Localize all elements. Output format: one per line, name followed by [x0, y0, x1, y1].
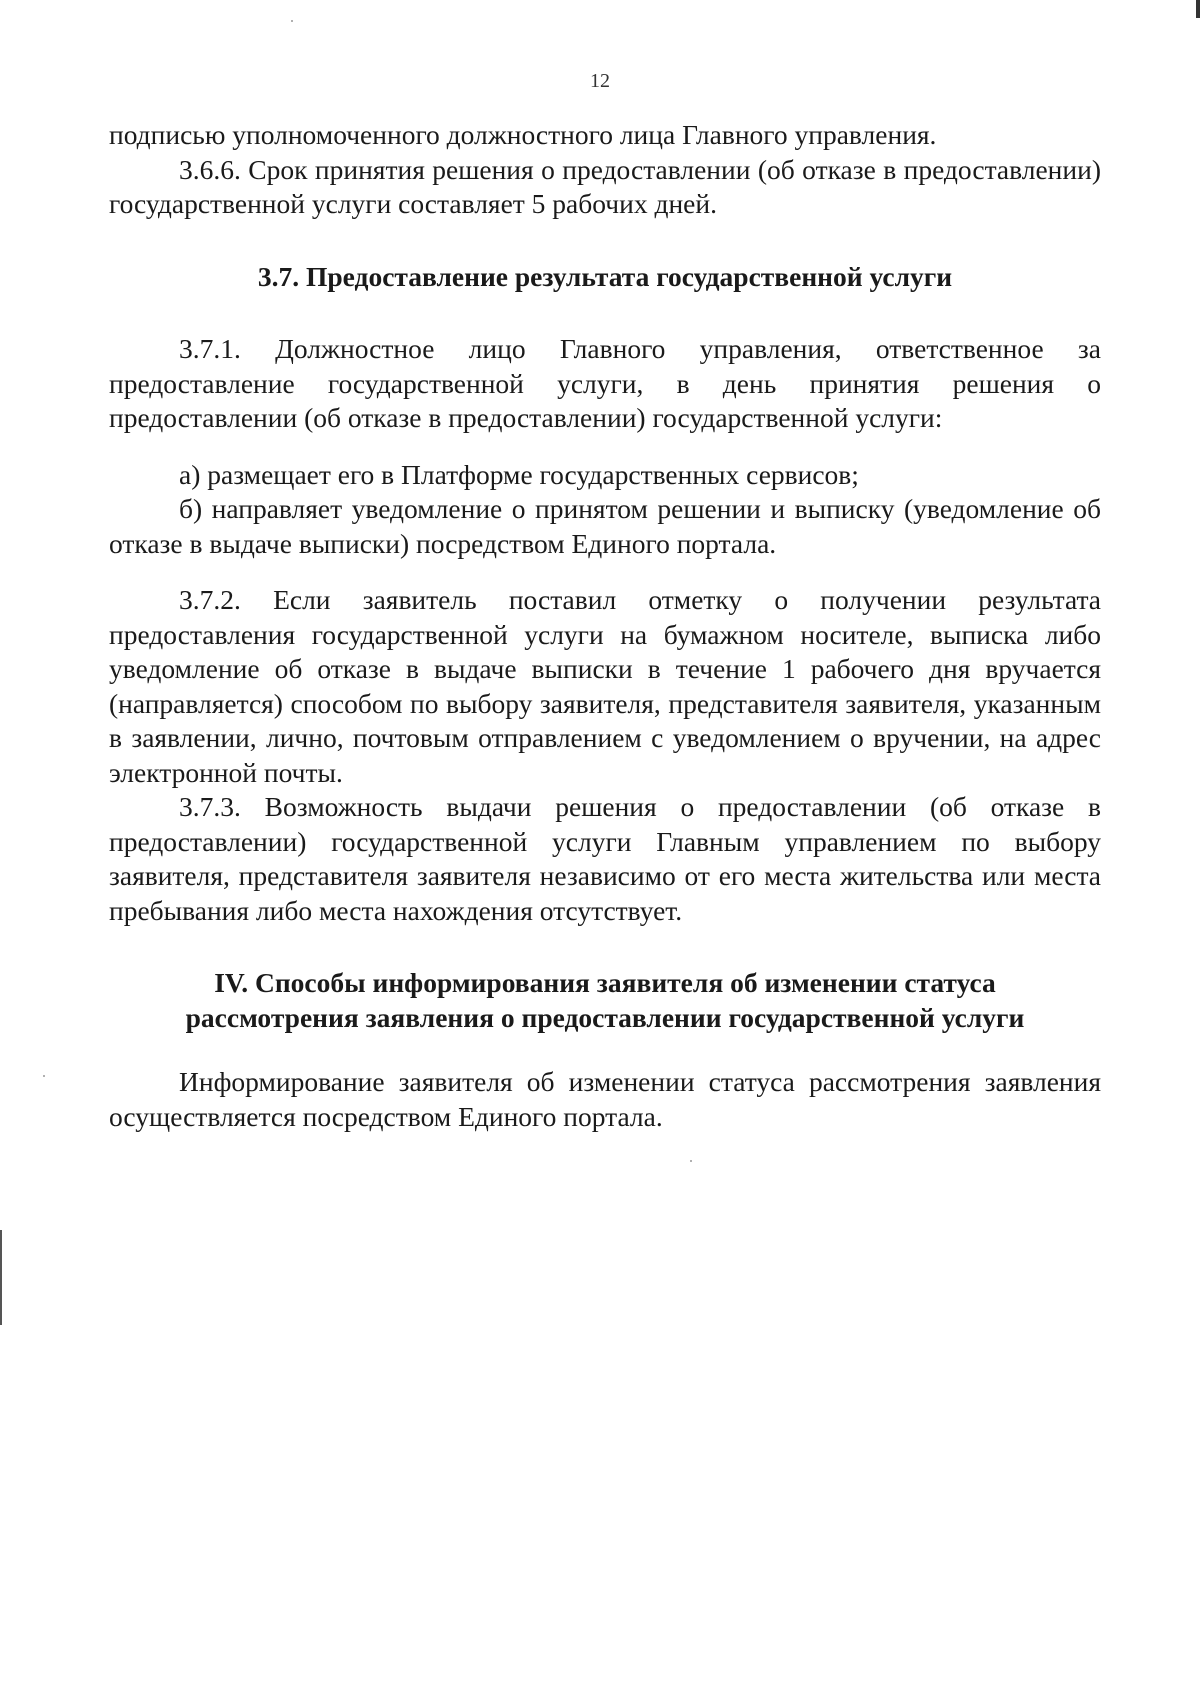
- paragraph: 3.7.2. Если заявитель поставил отметку о получении результата предоставления государственной услуги на бумажном носителе, выписка либо уведомление об отказе в выдаче выписки в течение 1 рабочего дня вручается (направляется) способом по выбору заявителя, представителя заявителя, указанным в заявлении, лично, почтовым отправлением с уведомлением о вручении, на адрес электронной почты.: [109, 584, 1101, 788]
- page-number: 12: [590, 70, 610, 92]
- scan-speck: [43, 1075, 45, 1077]
- chapter-heading-line: IV. Способы информирования заявителя об изменении статуса: [214, 967, 996, 998]
- scan-speck: [291, 20, 293, 22]
- paragraph: 3.7.1. Должностное лицо Главного управления, ответственное за предоставление государственной услуги, в день принятия решения о предоставлении (об отказе в предоставлении) государственной услуги:: [109, 333, 1101, 433]
- document-body: [109, 118, 1101, 1134]
- scan-artifact: [1196, 0, 1200, 18]
- chapter-heading-line: рассмотрения заявления о предоставлении государственной услуги: [185, 1001, 1025, 1033]
- scan-artifact: [0, 1230, 2, 1325]
- scan-speck: [690, 1160, 692, 1162]
- section-heading: 3.7. Предоставление результата государственной услуги: [257, 260, 953, 292]
- list-item: а) размещает его в Платформе государственных сервисов;: [179, 458, 859, 490]
- paragraph: 3.6.6. Срок принятия решения о предоставлении (об отказе в предоставлении) государственной услуги составляет 5 рабочих дней.: [109, 153, 1101, 219]
- paragraph: 3.7.3. Возможность выдачи решения о предоставлении (об отказе в предоставлении) государственной услуги Главным управлением по выбору заявителя, представителя заявителя независимо от его места жительства или места пребывания либо места нахождения отсутствует.: [109, 791, 1101, 926]
- list-item: б) направляет уведомление о принятом решении и выписку (уведомление об отказе в выдаче выписки) посредством Единого портала.: [109, 493, 1101, 559]
- paragraph: подписью уполномоченного должностного лица Главного управления.: [109, 119, 937, 150]
- paragraph: Информирование заявителя об изменении статуса рассмотрения заявления осуществляется посредством Единого портала.: [109, 1066, 1101, 1132]
